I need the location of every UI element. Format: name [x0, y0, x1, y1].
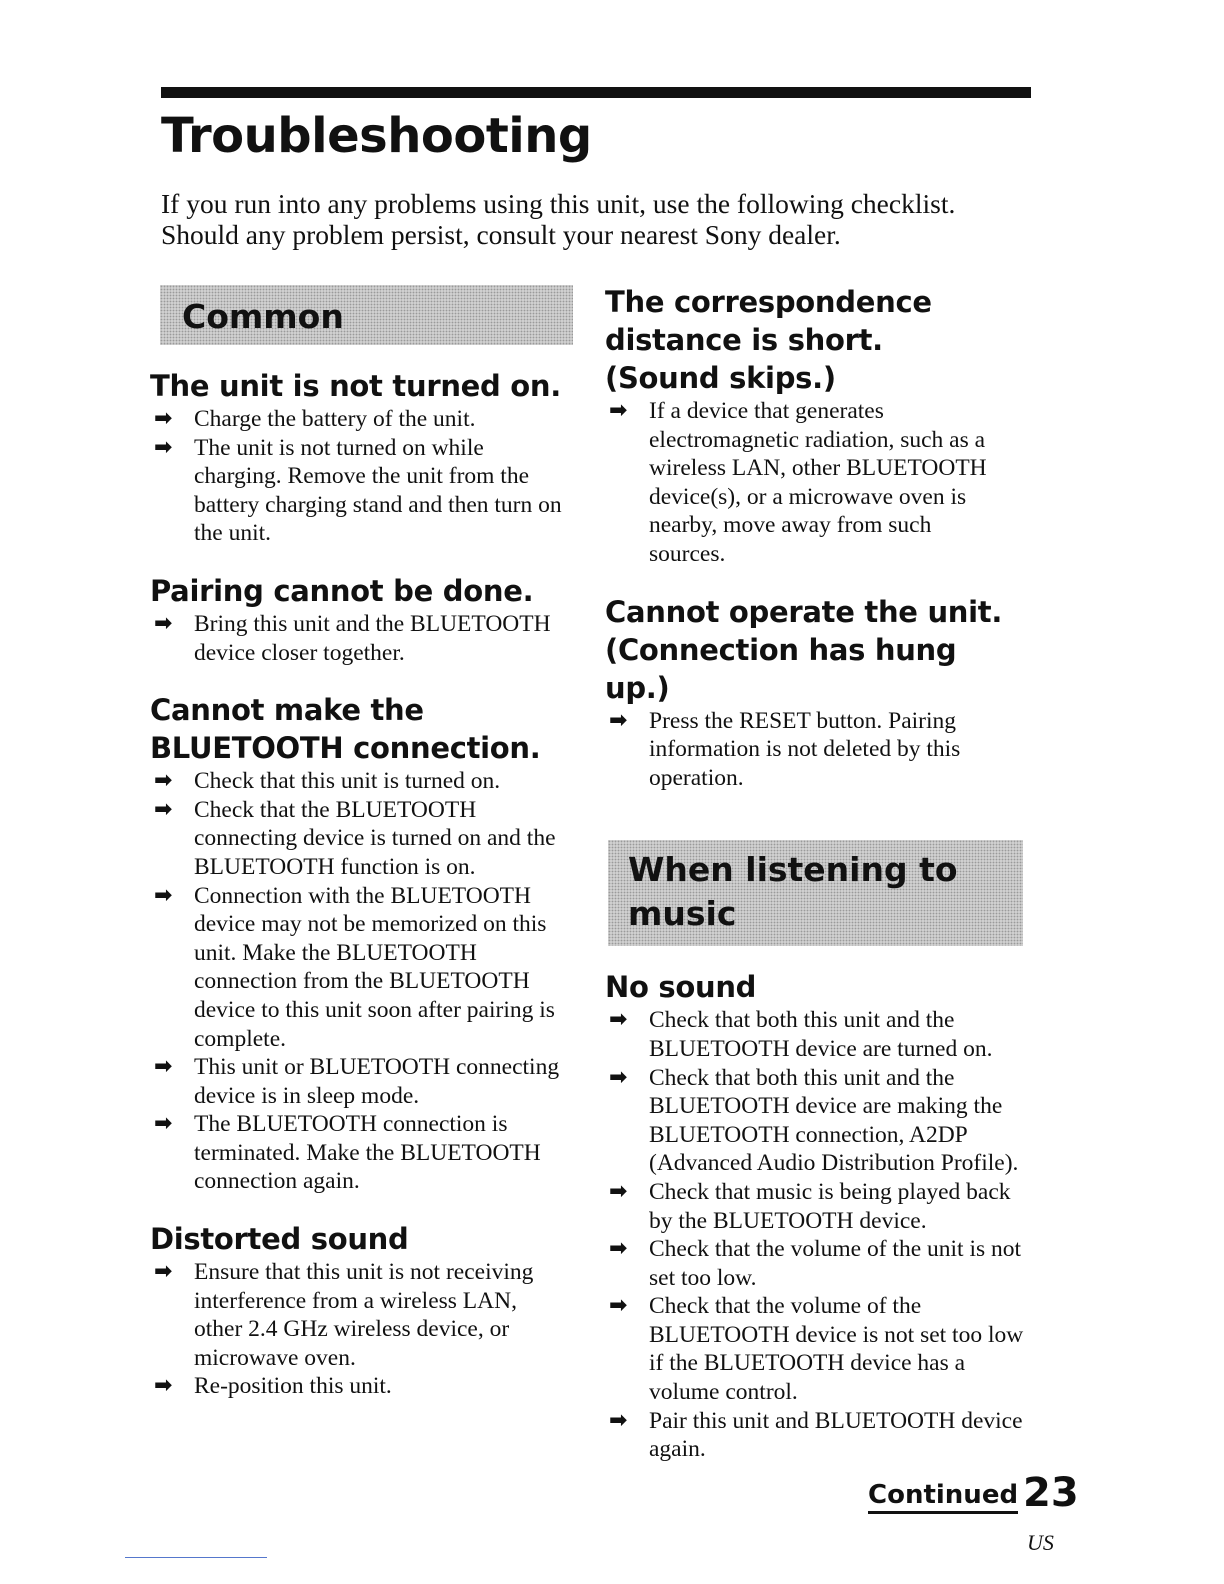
- arrow-right-icon: ➡: [154, 796, 173, 822]
- bottom-rule: [125, 1557, 267, 1558]
- page-number: 23: [1023, 1470, 1079, 1516]
- checklist-item-text: Check that the BLUETOOTH connecting device is turned on and the BLUETOOTH function is on.: [194, 796, 556, 880]
- checklist: [150, 1258, 555, 1401]
- section-banner-common: [160, 285, 573, 345]
- checklist-item: [150, 434, 575, 548]
- checklist: [150, 610, 575, 667]
- checklist-item-text: Press the RESET button. Pairing information is not deleted by this operation.: [649, 707, 961, 791]
- checklist-item-text: Check that the volume of the BLUETOOTH device is not set too low if the BLUETOOTH device has a volume control.: [649, 1293, 1024, 1406]
- section-distance: [605, 283, 1005, 569]
- section-heading: Distorted sound: [150, 1222, 409, 1257]
- checklist-item-text: Check that music is being played back by the BLUETOOTH device.: [649, 1178, 1011, 1234]
- arrow-right-icon: ➡: [609, 398, 628, 423]
- checklist-item: [150, 767, 560, 796]
- page-title: Troubleshooting: [161, 108, 592, 164]
- checklist-item-text: Check that the volume of the unit is not set too low.: [649, 1236, 1022, 1291]
- arrow-right-icon: ➡: [154, 434, 173, 460]
- arrow-right-icon: ➡: [609, 707, 628, 733]
- arrow-right-icon: ➡: [609, 1007, 628, 1033]
- checklist-item-text: Check that both this unit and the BLUETOOTH device are turned on.: [649, 1007, 993, 1062]
- intro-line: If you run into any problems using this unit, use the following checklist.: [161, 188, 956, 219]
- checklist-item-text: Connection with the BLUETOOTH device may not be memorized on this unit. Make the BLUETOOTH connection from the BLUETOOTH device to this unit soon after pairing is complete.: [194, 882, 555, 1052]
- checklist-item-text: Re-position this unit.: [194, 1373, 392, 1400]
- checklist-item: [150, 1258, 555, 1372]
- checklist: [150, 767, 560, 1196]
- checklist-item-text: Pair this unit and BLUETOOTH device again.: [649, 1407, 1023, 1463]
- checklist-item: [150, 882, 560, 1054]
- arrow-right-icon: ➡: [154, 882, 173, 908]
- checklist-item-text: This unit or BLUETOOTH connecting device is in sleep mode.: [194, 1054, 560, 1109]
- section-no-sound: [605, 968, 1035, 1464]
- checklist: [150, 405, 575, 548]
- arrow-right-icon: ➡: [609, 1236, 628, 1262]
- arrow-right-icon: ➡: [154, 610, 173, 636]
- checklist-item: [605, 397, 1005, 569]
- top-rule: [161, 87, 1031, 98]
- checklist-item: [150, 610, 575, 667]
- arrow-right-icon: ➡: [609, 1293, 628, 1319]
- section-heading: Pairing cannot be done.: [150, 573, 534, 608]
- checklist-item-text: If a device that generates electromagnetic radiation, such as a wireless LAN, other BLUETOOTH device(s), or a microwave oven is nearby, move away from such sources.: [649, 398, 987, 567]
- checklist-item: [150, 1110, 560, 1196]
- checklist-item: [605, 1407, 1035, 1464]
- checklist-item: [605, 1178, 1035, 1235]
- section-heading: The unit is not turned on.: [150, 369, 561, 403]
- section-heading: Cannot make the BLUETOOTH connection.: [150, 693, 541, 766]
- left-column: [150, 285, 575, 1401]
- arrow-right-icon: ➡: [154, 768, 173, 794]
- checklist-item: [605, 707, 985, 793]
- checklist-item: [605, 1235, 1035, 1292]
- checklist-item: [150, 1372, 555, 1401]
- region-code: US: [1027, 1530, 1054, 1555]
- section-distorted: [150, 1220, 555, 1401]
- banner-label: Common: [182, 297, 344, 336]
- checklist-item: [150, 796, 560, 882]
- arrow-right-icon: ➡: [154, 1373, 173, 1399]
- arrow-right-icon: ➡: [154, 1111, 173, 1137]
- intro-line: Should any problem persist, consult your nearest Sony dealer.: [161, 219, 841, 250]
- arrow-right-icon: ➡: [609, 1064, 628, 1090]
- checklist-item-text: Charge the battery of the unit.: [194, 406, 476, 432]
- checklist: [605, 397, 1005, 569]
- arrow-right-icon: ➡: [154, 1054, 173, 1080]
- checklist-item-text: Bring this unit and the BLUETOOTH device closer together.: [194, 610, 551, 666]
- arrow-right-icon: ➡: [609, 1407, 628, 1433]
- checklist-item: [605, 1292, 1035, 1406]
- checklist-item: [150, 405, 575, 434]
- section-connection: [150, 691, 560, 1196]
- arrow-right-icon: ➡: [154, 1259, 173, 1285]
- section-heading: The correspondence distance is short. (Sound skips.): [605, 285, 932, 395]
- section-not-turned-on: [150, 367, 575, 548]
- checklist-item: [150, 1053, 560, 1110]
- right-column: [605, 283, 1035, 1464]
- continued-label: Continued: [868, 1480, 1018, 1514]
- checklist-item: [605, 1064, 1035, 1178]
- checklist: [605, 1006, 1035, 1464]
- checklist-item-text: Check that this unit is turned on.: [194, 768, 501, 795]
- banner-label: When listening to music: [628, 850, 958, 934]
- checklist-item-text: The unit is not turned on while charging. Remove the unit from the battery charging stand and then turn on the unit.: [194, 434, 562, 547]
- arrow-right-icon: ➡: [154, 406, 173, 431]
- arrow-right-icon: ➡: [609, 1178, 628, 1204]
- section-heading: Cannot operate the unit. (Connection has hung up.): [605, 594, 1003, 705]
- checklist: [605, 707, 985, 793]
- section-cannot-operate: [605, 593, 1035, 793]
- intro-paragraph: [161, 188, 1061, 250]
- checklist-item-text: Ensure that this unit is not receiving interference from a wireless LAN, other 2.4 GHz wireless device, or microwave oven.: [194, 1259, 534, 1371]
- checklist-item-text: Check that both this unit and the BLUETOOTH device are making the BLUETOOTH connection, A2DP (Advanced Audio Distribution Profile).: [649, 1064, 1019, 1177]
- checklist-item: [605, 1006, 1035, 1063]
- section-heading: No sound: [605, 970, 757, 1005]
- section-banner-music: [608, 840, 1023, 946]
- checklist-item-text: The BLUETOOTH connection is terminated. Make the BLUETOOTH connection again.: [194, 1111, 541, 1195]
- section-pairing: [150, 572, 575, 667]
